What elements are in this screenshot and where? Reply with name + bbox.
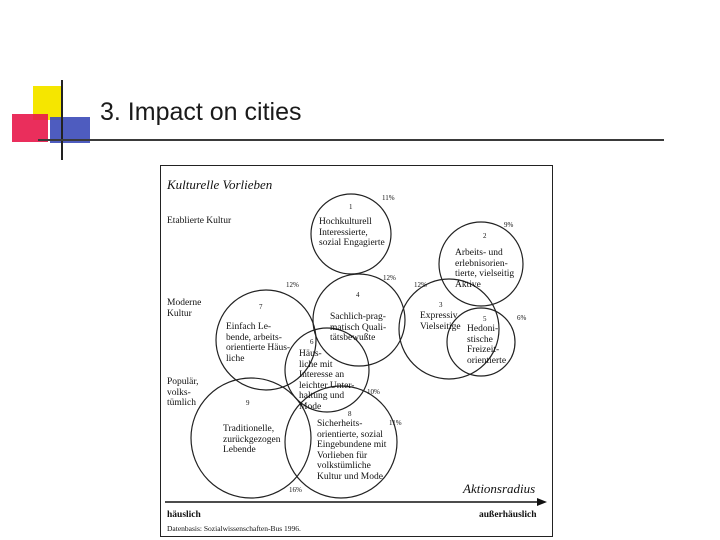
cluster-share: 9% <box>504 221 514 229</box>
cluster-label: Expressiv Vielseitige <box>420 311 461 332</box>
cluster-number: 7 <box>259 303 263 311</box>
cluster-share: 16% <box>289 486 302 494</box>
cultural-preferences-figure <box>160 165 553 537</box>
title-divider <box>38 139 664 141</box>
cluster-number: 1 <box>349 203 353 211</box>
axis-start-label: häuslich <box>167 510 201 520</box>
cluster-label: Einfach Le- bende, arbeits- orientierte Häus- liche <box>226 322 291 364</box>
cluster-label: Sicherheits- orientierte, sozial Eingebundene mit Vorlieben für volkstümliche Kultur und Mode <box>317 419 387 482</box>
cluster-share: 10% <box>367 388 380 396</box>
row-label-modern: Moderne Kultur <box>167 298 202 319</box>
source-note: Datenbasis: Sozialwissenschaften-Bus 1996. <box>167 524 301 533</box>
cluster-number: 2 <box>483 232 487 240</box>
cluster-number: 9 <box>246 399 250 407</box>
cluster-label: Hedoni- stische Freizeit- orientierte <box>467 324 507 366</box>
row-label-established: Etablierte Kultur <box>167 216 232 226</box>
axis-end-label: außerhäuslich <box>479 510 537 520</box>
cluster-number: 5 <box>483 315 487 323</box>
cluster-share: 11% <box>389 419 402 427</box>
figure-heading: Kulturelle Vorlieben <box>167 177 273 192</box>
cluster-label: Häus- liche mit Interesse an leichter Unter- haltung und Mode <box>299 349 355 412</box>
axis-title: Aktionsradius <box>463 481 536 496</box>
cluster-label: Arbeits- und erlebnisorien- tierte, vielseitig Aktive <box>455 248 515 290</box>
cluster-number: 6 <box>310 338 314 346</box>
cluster-share: 6% <box>517 314 527 322</box>
slide-logo-icon <box>0 0 100 170</box>
cluster-label: Traditionelle, zurückgezogen Lebende <box>223 424 281 455</box>
cluster-number: 4 <box>356 291 360 299</box>
cluster-share: 12% <box>286 281 299 289</box>
cluster-label: Hochkulturell Interessierte, sozial Engagierte <box>319 217 385 248</box>
row-label-popular: Populär, volks- tümlich <box>167 377 199 408</box>
cluster-number: 8 <box>348 410 352 418</box>
cluster-number: 3 <box>439 301 443 309</box>
cluster-share: 12% <box>383 274 396 282</box>
slide-title: 3. Impact on cities <box>100 98 302 126</box>
cluster-share: 12% <box>414 281 427 289</box>
cluster-label: Sachlich-prag- matisch Quali- tätsbewußte <box>330 312 387 343</box>
cluster-share: 11% <box>382 194 395 202</box>
axis-arrowhead <box>537 498 547 506</box>
